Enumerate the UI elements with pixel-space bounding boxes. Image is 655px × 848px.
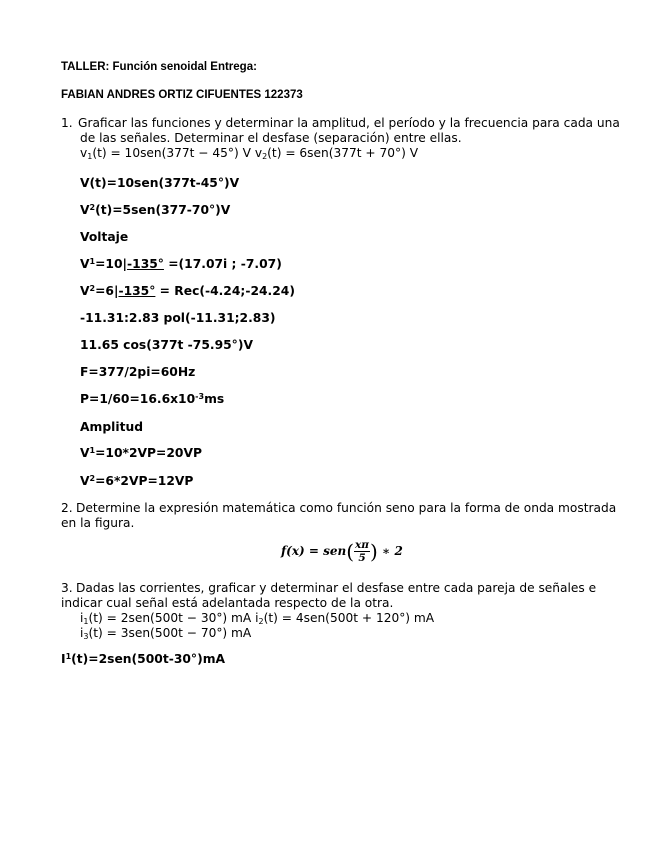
- q3-current-equations-1: $i_1(t) = 2sen(500t - 30^\circ)$ mA $i_2(t) = 4sen(500t + 120^\circ)$ mA: [80, 611, 435, 626]
- heading-amplitud: Amplitud: [80, 420, 143, 434]
- q2-number: 2.: [61, 501, 73, 515]
- answer-cos: 11.65 cos(377t -75.95°)V: [80, 338, 253, 352]
- answer-v2-t: $V^2(t)=5sen(377-70^\circ)V$: [80, 203, 231, 217]
- answer-period: $P=1/60=16.6x10^{-3}ms$: [80, 392, 225, 406]
- q1-number: 1.: [61, 116, 73, 130]
- answer-polar: -11.31:2.83 pol(-11.31;2.83): [80, 311, 276, 325]
- q1-text-line2: de las señales. Determinar el desfase (separación) entre ellas.: [80, 131, 462, 145]
- answer-v2-phasor: $V^2=6|-135^\circ$ = Rec(-4.24;-24.24): [80, 284, 295, 298]
- answer-amplitude-v1: $V^1=10*2VP=20VP$: [80, 446, 202, 460]
- q1-text-line1: Graficar las funciones y determinar la amplitud, el período y la frecuencia para cada una: [78, 116, 620, 130]
- q3-number: 3.: [61, 581, 73, 595]
- answer-v-t: V(t)=10sen(377t-45°)V: [80, 176, 240, 190]
- q3-answer-i1: $I^1(t)=2sen(500t-30^\circ)mA$: [61, 652, 226, 666]
- answer-frequency: F=377/2pi=60Hz: [80, 365, 196, 379]
- q3-current-equations-2: $i_3(t) = 3sen(500t - 70^\circ)$ mA: [80, 626, 252, 641]
- answer-v1-phasor: $V^1=10|-135^\circ =(17.07i$ ; -7.07): [80, 257, 282, 271]
- q3-text-line1: Dadas las corrientes, graficar y determinar el desfase entre cada pareja de señales e: [76, 581, 597, 595]
- heading-voltaje: Voltaje: [80, 230, 129, 244]
- q2-text-line2: en la figura.: [61, 516, 135, 530]
- q1-voltage-equations: $v_1(t) = 10sen(377t - 45^\circ)$ V $v_2(t) = 6sen(377t + 70^\circ)$ V: [80, 146, 419, 161]
- q3-text-line2: indicar cual señal está adelantada respecto de la otra.: [61, 596, 394, 610]
- document-title: TALLER: Función senoidal Entrega:: [61, 61, 257, 73]
- q2-text-line1: Determine la expresión matemática como función seno para la forma de onda mostrada: [76, 501, 617, 515]
- q2-formula: f(x) = sen( $\frac{x\pi}{5}$ ) ∗ 2: [281, 539, 403, 564]
- answer-amplitude-v2: $V^2=6*2VP=12VP$: [80, 474, 194, 488]
- student-name: FABIAN ANDRES ORTIZ CIFUENTES 122373: [61, 89, 303, 101]
